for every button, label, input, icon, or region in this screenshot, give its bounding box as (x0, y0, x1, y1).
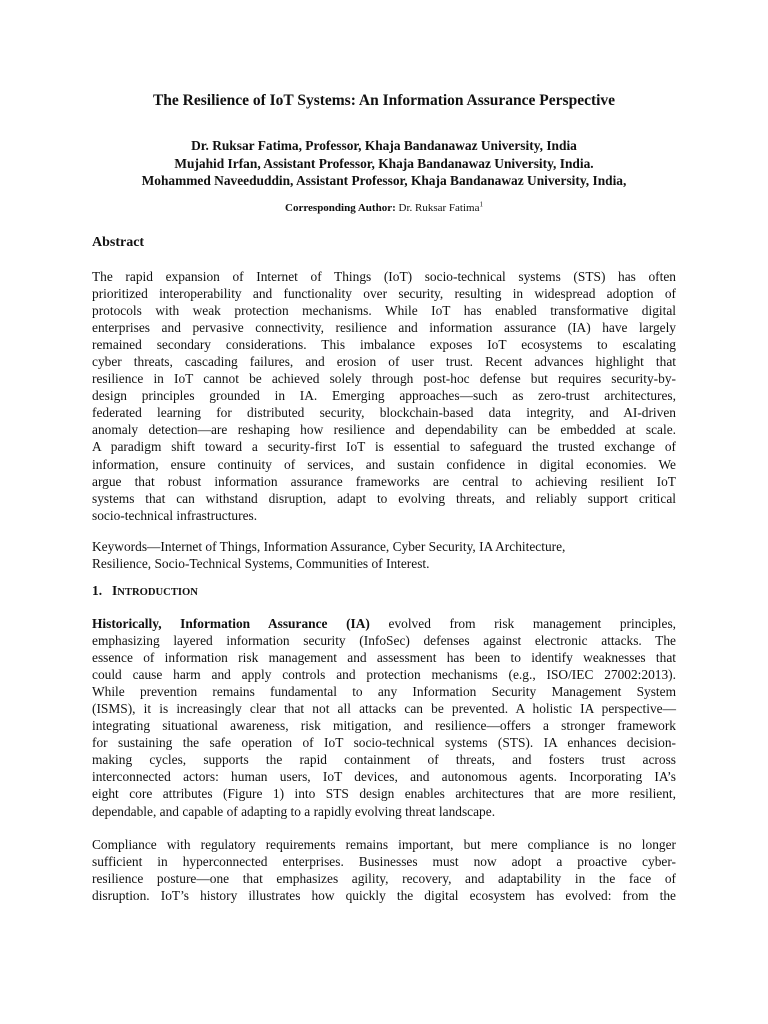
paragraph-line: interconnected actors: human users, IoT devices, and autonomous agents. Incorporating IA’s (92, 769, 676, 785)
section-title-rest: NTRODUCTION (117, 587, 198, 598)
abstract-line: resilience in IoT cannot be achieved solely through post-hoc defense but requires security-by- (92, 371, 676, 387)
author-line: Mujahid Irfan, Assistant Professor, Khaja Bandanawaz University, India. (174, 155, 594, 171)
paragraph-line: resilience posture—one that emphasizes agility, recovery, and adaptability in the face of (92, 871, 676, 887)
introduction-paragraph-1 (92, 615, 676, 820)
abstract-line: cyber threats, cascading failures, and erosion of user trust. Recent advances highlight that (92, 354, 676, 370)
author-line: Mohammed Naveeduddin, Assistant Professor, Khaja Bandanawaz University, India, (141, 173, 627, 188)
abstract-heading: Abstract (92, 235, 145, 250)
paragraph-line: essence of information risk management and assessment has been to identify weaknesses that (92, 650, 676, 666)
abstract-line: federated learning for distributed security, blockchain-based data integrity, and AI-driven (92, 405, 676, 421)
section-heading-introduction (92, 582, 198, 601)
abstract-line: information, ensure continuity of services, and sustain confidence in digital economies. We (92, 456, 676, 472)
introduction-paragraph-2 (92, 836, 676, 904)
abstract-line: design principles grounded in IA. Emerging approaches—such as zero-trust architectures, (92, 388, 676, 404)
abstract-line: argue that robust information assurance frameworks are central to achieving resilient IoT (92, 473, 676, 489)
keywords-line: Resilience, Socio-Technical Systems, Communities of Interest. (92, 556, 430, 572)
paragraph-line: emphasizing layered information security (InfoSec) defenses against electronic attacks. The (92, 633, 676, 649)
keywords (92, 538, 676, 572)
keywords-line: Keywords—Internet of Things, Information Assurance, Cyber Security, IA Architecture, (92, 539, 566, 554)
lead-in-rest: evolved from risk management principles, (369, 616, 677, 631)
lead-in-bold: Historically, Information Assurance (IA) (92, 616, 370, 631)
abstract-line: anomaly detection—are reshaping how resilience and dependability can be embedded at scale. (92, 422, 676, 438)
paragraph-line (92, 615, 676, 632)
abstract-line: systems that can withstand disruption, adapt to evolving threats, and reliably support critical (92, 490, 676, 506)
section-title-initial: I (112, 583, 118, 598)
paragraph-line: Compliance with regulatory requirements remains important, but mere compliance is no longer (92, 837, 676, 852)
paragraph-line: dependable, and capable of adapting to a rapidly evolving threat landscape. (92, 803, 496, 819)
abstract-line: prioritized interoperability and functionality over security, resulting in widespread adoption of (92, 286, 676, 302)
abstract-line: socio-technical infrastructures. (92, 507, 258, 523)
corresponding-author-name: Dr. Ruksar Fatima (398, 202, 480, 214)
section-number: 1. (92, 583, 103, 598)
abstract-line: protocols with weak protection mechanisms. While IoT has enabled transformative digital (92, 303, 676, 319)
paragraph-line: integrating situational awareness, risk mitigation, and resilience—offers a stronger framework (92, 718, 676, 734)
paragraph-line: making cycles, supports the rapid containment of threats, and fosters trust across (92, 752, 676, 768)
corresponding-author (0, 201, 768, 216)
paragraph-line: sufficient in hyperconnected enterprises. Businesses must now adopt a proactive cyber- (92, 854, 676, 870)
paragraph-line: could cause harm and apply controls and protection mechanisms (e.g., ISO/IEC 27002:2013). (92, 667, 676, 683)
author-list (0, 137, 768, 190)
author-line: Dr. Ruksar Fatima, Professor, Khaja Bandanawaz University, India (191, 138, 577, 153)
paper-title: The Resilience of IoT Systems: An Information Assurance Perspective (152, 92, 616, 109)
abstract-body (92, 268, 676, 524)
paragraph-line: disruption. IoT’s history illustrates how quickly the digital ecosystem has evolved: from the (92, 888, 676, 904)
paragraph-line: (ISMS), it is increasingly clear that not all attacks can be prevented. A holistic IA perspective— (92, 701, 676, 717)
paragraph-line: eight core attributes (Figure 1) into STS design enables architectures that are more resilient, (92, 786, 676, 802)
abstract-line: The rapid expansion of Internet of Things (IoT) socio-technical systems (STS) has often (92, 269, 676, 284)
abstract-line: remained secondary considerations. This imbalance exposes IoT ecosystems to escalating (92, 337, 676, 353)
paragraph-line: for sustaining the safe operation of IoT socio-technical systems (STS). IA enhances decision- (92, 735, 676, 751)
abstract-line: enterprises and pervasive connectivity, resilience and information assurance (IA) have largely (92, 320, 676, 336)
paragraph-line: While prevention remains fundamental to any Information Security Management System (92, 684, 676, 700)
abstract-line: A paradigm shift toward a security-first IoT is essential to safeguard the trusted exchange of (92, 439, 676, 455)
corresponding-author-label: Corresponding Author: (285, 202, 396, 214)
corresponding-author-footnote-mark: 1 (479, 200, 483, 209)
